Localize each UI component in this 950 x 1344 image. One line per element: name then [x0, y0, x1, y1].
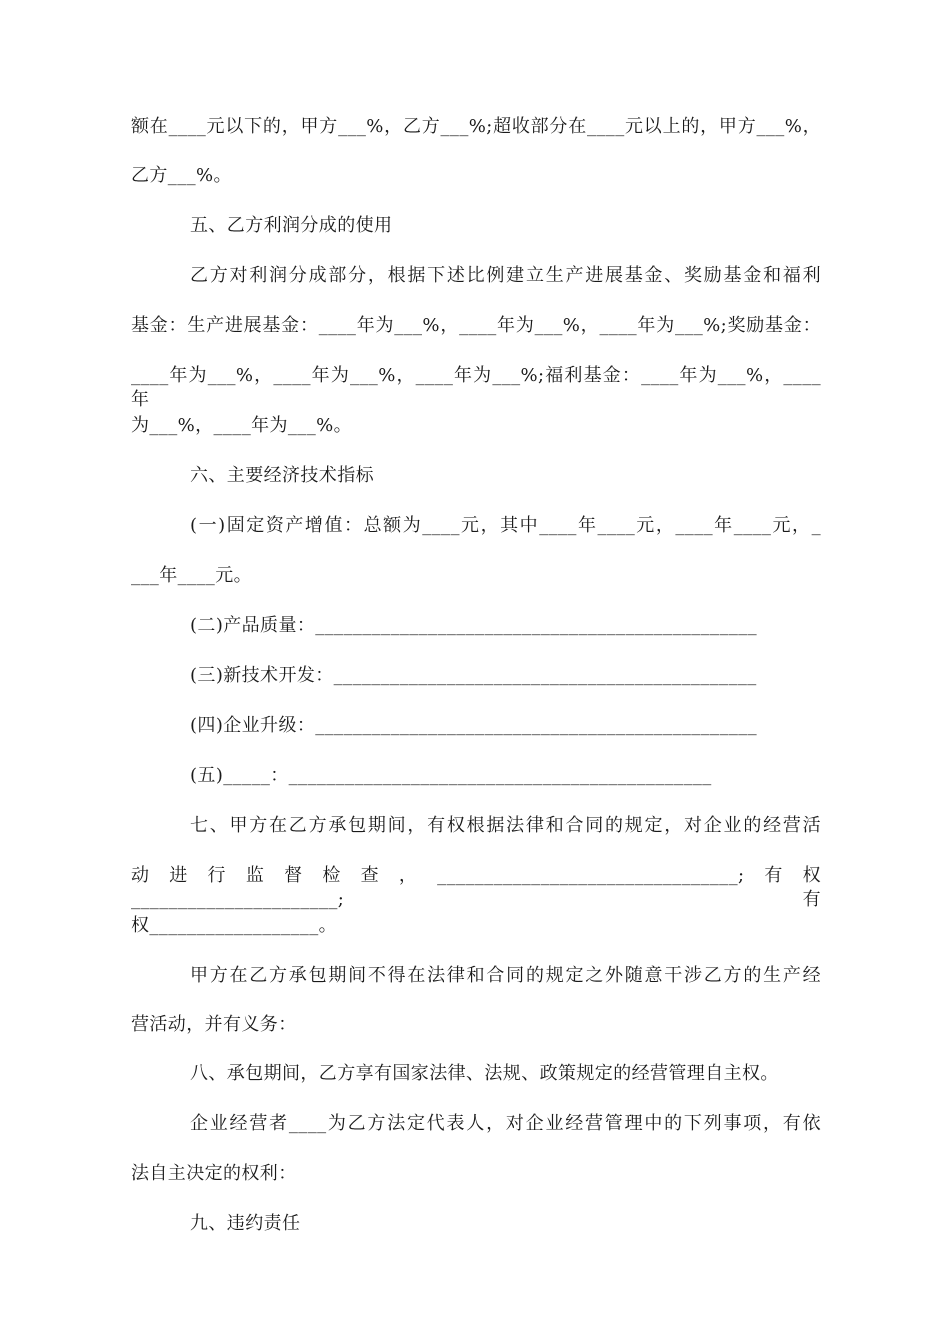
text-line: (二)产品质量：_______________________________________________: [190, 615, 758, 636]
section-heading-5: 五、乙方利润分成的使用: [190, 215, 393, 236]
text-line: 权__________________。: [131, 915, 337, 936]
text-line: 乙方___%。: [131, 165, 232, 186]
text-line: 企业经营者____为乙方法定代表人，对企业经营管理中的下列事项，有依: [190, 1113, 821, 1134]
text-line: (一)固定资产增值：总额为____元，其中____年____元，____年____元，_: [190, 515, 821, 536]
section-heading-8: 八、承包期间，乙方享有国家法律、法规、政策规定的经营管理自主权。: [190, 1063, 779, 1084]
section-heading-9: 九、违约责任: [190, 1213, 301, 1234]
text-line: 基金：生产进展基金：____年为___%，____年为___%，____年为___%;奖励基金：: [131, 315, 821, 336]
text-line: 营活动，并有义务：: [131, 1014, 297, 1035]
text-line: ___年____元。: [131, 565, 252, 586]
text-line: 动进行监督检查，________________________________;有权______________________;有: [131, 865, 821, 910]
text-line: (三)新技术开发：_____________________________________________: [190, 665, 757, 686]
text-line: (五)_____：_____________________________________________: [190, 765, 712, 786]
text-line: 为___%，____年为___%。: [131, 415, 353, 436]
text-line: 法自主决定的权利：: [131, 1163, 297, 1184]
section-heading-7: 七、甲方在乙方承包期间，有权根据法律和合同的规定，对企业的经营活: [190, 815, 821, 836]
text-line: 甲方在乙方承包期间不得在法律和合同的规定之外随意干涉乙方的生产经: [190, 965, 821, 986]
section-heading-6: 六、主要经济技术指标: [190, 465, 374, 486]
text-line: ____年为___%，____年为___%，____年为___%;福利基金：____年为___%，____年: [131, 365, 821, 410]
text-line: 额在____元以下的，甲方___%，乙方___%;超收部分在____元以上的，甲方___%，: [131, 116, 821, 137]
text-line: (四)企业升级：_______________________________________________: [190, 715, 758, 736]
text-line: 乙方对利润分成部分，根据下述比例建立生产进展基金、奖励基金和福利: [190, 265, 821, 286]
